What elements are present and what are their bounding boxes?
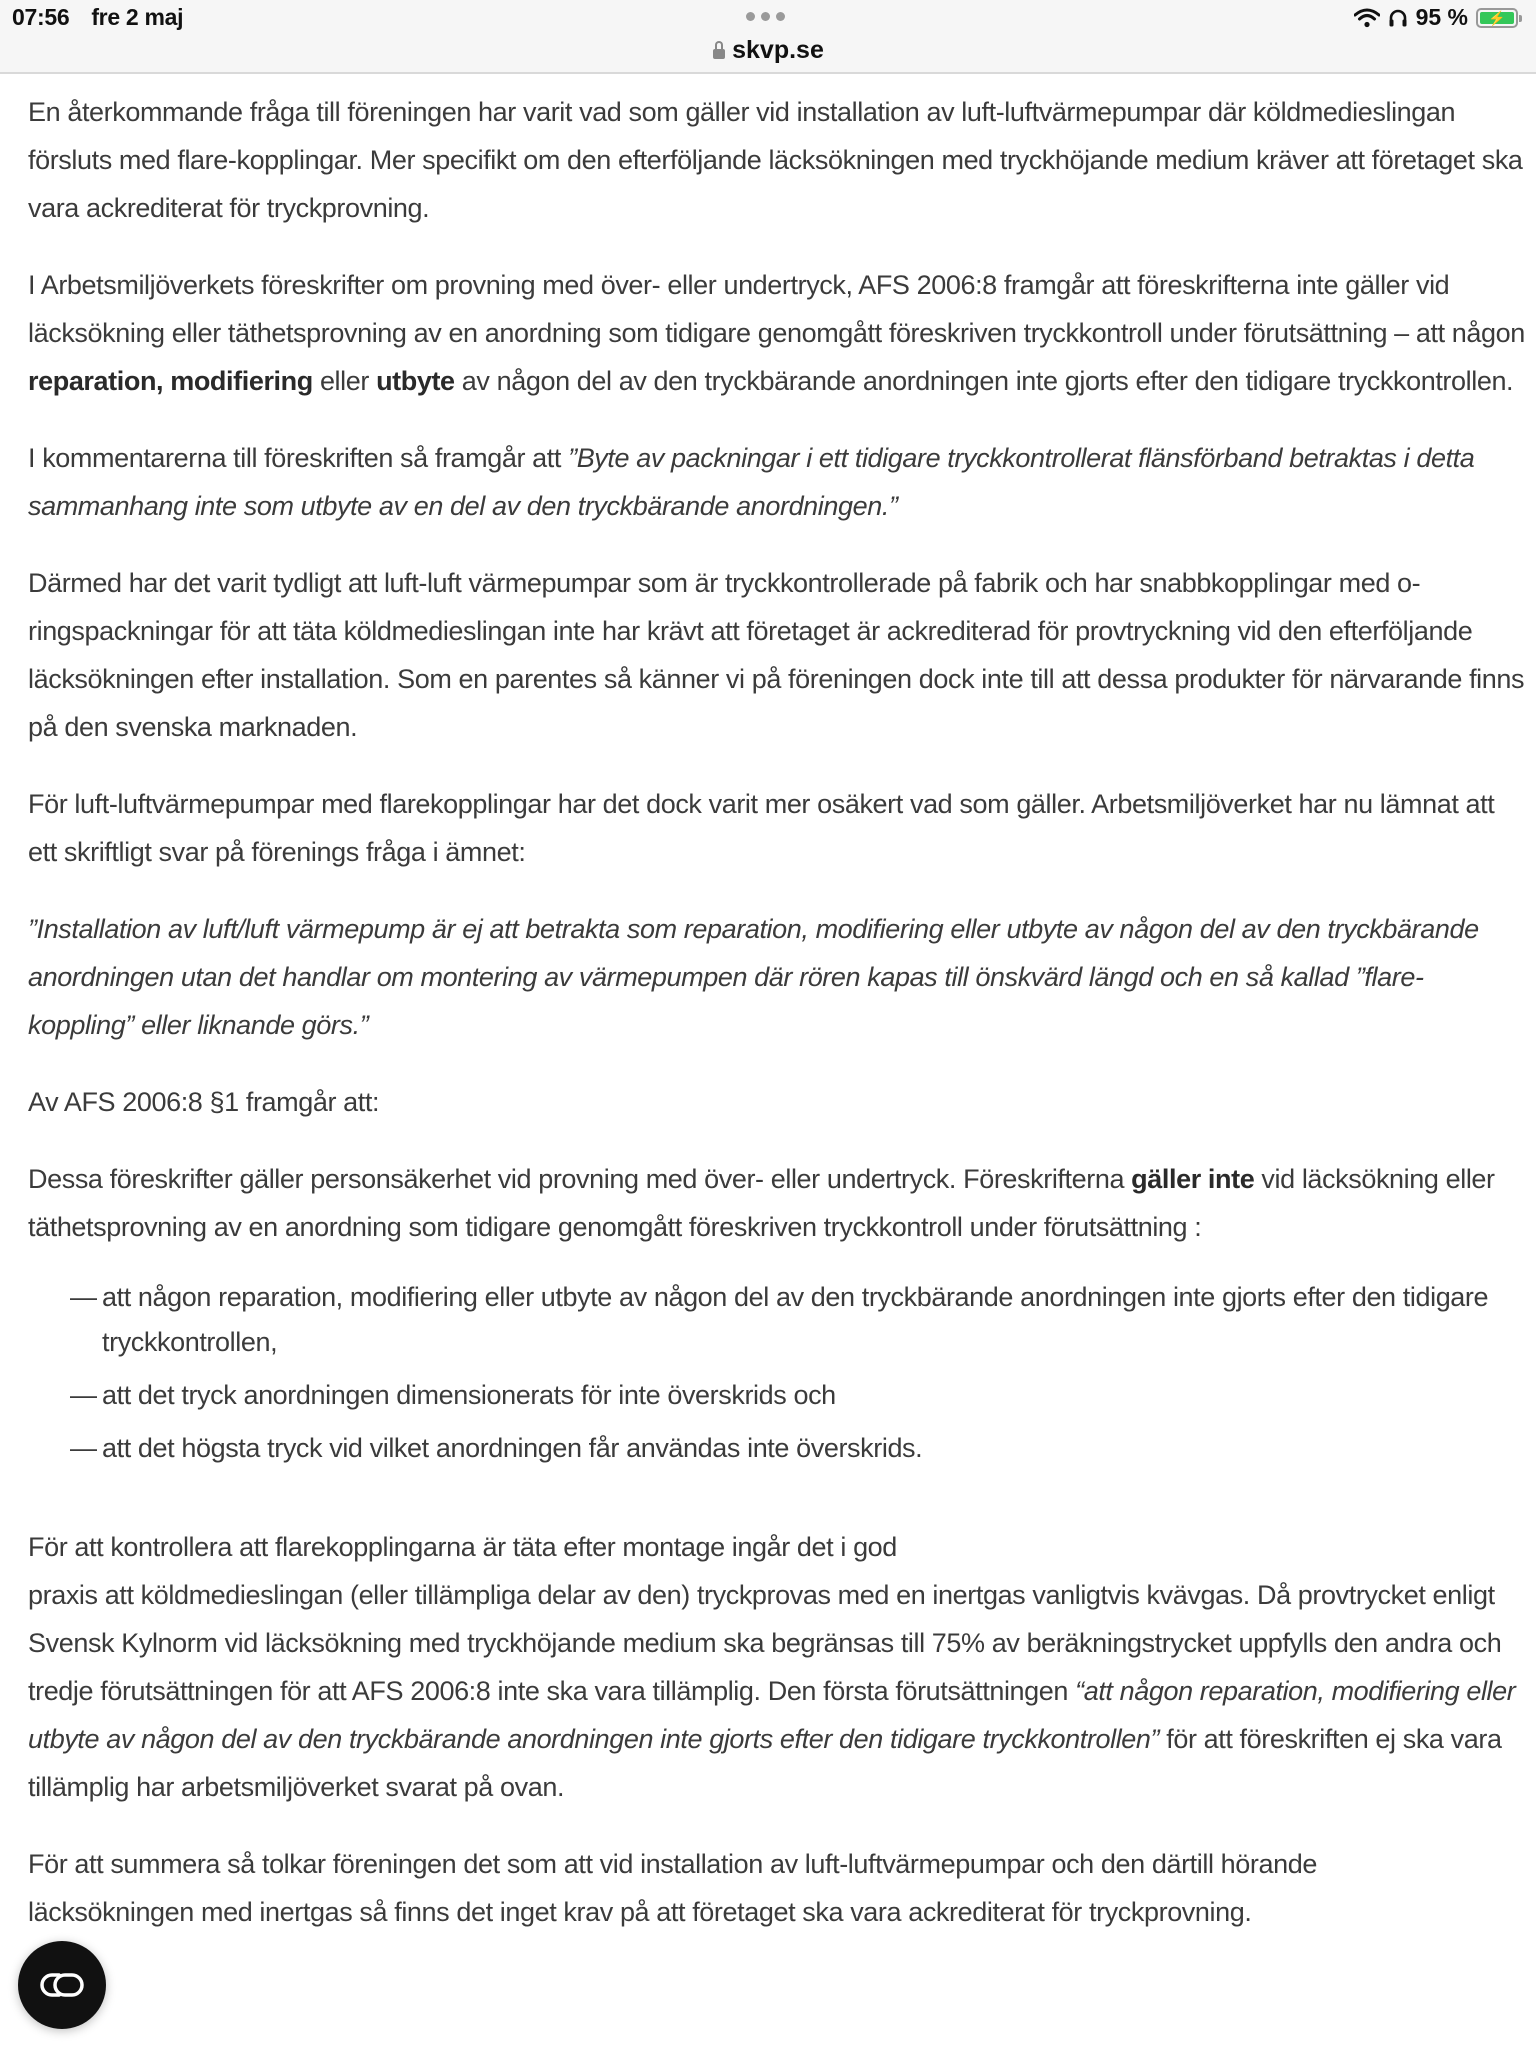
paragraph: För att kontrollera att flarekopplingarna är täta efter montage ingår det i god praxis att köldmedieslingan (eller tillämpliga delar av den) tryckprovas med en inertgas vanligtvis kvävgas. Då provtrycket enligt Svensk Kylnorm vid läcksökning med tryckhöjande medium ska begränsas till 75% av beräkningstrycket uppfylls den andra och tredje förutsättningen för att AFS 2006:8 inte ska vara tillämplig. Den första förutsättningen “att någon reparation, modifiering eller utbyte av någon del av den tryckbärande anordningen inte gjorts efter den tidigare tryckkontrollen” för att föreskriften ej ska vara tillämplig har arbetsmiljöverket svarat på ovan. bbox=[28, 1532, 1516, 1802]
paragraph: Av AFS 2006:8 §1 framgår att: bbox=[28, 1087, 380, 1117]
address-bar[interactable] bbox=[0, 36, 1536, 65]
paragraph: För luft-luftvärmepumpar med flarekopplingar har det dock varit mer osäkert vad som gäller. Arbetsmiljöverket har nu lämnat att ett skriftligt svar på förenings fråga i ämnet: bbox=[28, 789, 1495, 867]
article-body bbox=[28, 88, 1528, 1965]
status-time: 07:56 bbox=[12, 4, 70, 30]
battery-percentage: 95 % bbox=[1415, 4, 1468, 30]
status-bar-left bbox=[12, 4, 205, 31]
three-dots-icon[interactable] bbox=[746, 12, 785, 21]
lock-icon bbox=[712, 41, 726, 59]
battery-charging-icon: ⚡ bbox=[1476, 8, 1518, 28]
paragraph: För att summera så tolkar föreningen det som att vid installation av luft-luftvärmepumpar och den därtill hörande läcksökningen med inertgas så finns det inget krav på att företaget ska vara ackrediterat för tryckprovning. bbox=[28, 1849, 1317, 1927]
status-date: fre 2 maj bbox=[91, 4, 184, 30]
bold-text: utbyte bbox=[376, 366, 455, 396]
list-item: — att det tryck anordningen dimensionerats för inte överskrids och bbox=[72, 1373, 1528, 1418]
paragraph-quote bbox=[28, 905, 1528, 1049]
paragraph: En återkommande fråga till föreningen har varit vad som gäller vid installation av luft-luftvärmepumpar där köldmedieslingan försluts med flare-kopplingar. Mer specifikt om den efterföljande läcksökningen med tryckhöjande medium kräver att företaget ska vara ackrediterat för tryckprovning. bbox=[28, 97, 1523, 223]
browser-top-bar bbox=[0, 0, 1536, 74]
status-bar-right bbox=[1354, 4, 1518, 31]
headphones-icon bbox=[1388, 8, 1408, 28]
quote-text: ”Installation av luft/luft värmepump är ej att betrakta som reparation, modifiering eller utbyte av någon del av den tryckbärande anordningen utan det handlar om montering av värmepumpen där rören kapas till önskvärd längd och en så kallad ”flare-koppling” eller liknande görs.” bbox=[28, 914, 1479, 1040]
bold-text: reparation, modifiering bbox=[28, 366, 313, 396]
consent-settings-button[interactable] bbox=[18, 1941, 106, 2029]
paragraph: Därmed har det varit tydligt att luft-luft värmepumpar som är tryckkontrollerade på fabrik och har snabbkopplingar med o-ringspackningar för att täta köldmedieslingan inte har krävt att företaget är ackrediterad för provtryckning vid den efterföljande läcksökningen efter installation. Som en parentes så känner vi på föreningen dock inte till att dessa produkter för närvarande finns på den svenska marknaden. bbox=[28, 568, 1525, 742]
bold-text: gäller inte bbox=[1131, 1164, 1255, 1194]
consent-toggle-icon bbox=[39, 1972, 85, 1998]
paragraph: I kommentarerna till föreskriften så framgår att ”Byte av packningar i ett tidigare tryckkontrollerat flänsförband betraktas i detta sammanhang inte som utbyte av en del av den tryckbärande anordningen.” bbox=[28, 443, 1475, 521]
list-item: — att någon reparation, modifiering eller utbyte av någon del av den tryckbärande anordningen inte gjorts efter den tidigare tryckkontrollen, bbox=[72, 1275, 1528, 1365]
list-item: — att det högsta tryck vid vilket anordningen får användas inte överskrids. bbox=[72, 1426, 1528, 1471]
quote-text: ”Byte av packningar i ett tidigare tryckkontrollerat flänsförband betraktas i detta sammanhang inte som utbyte av en del av den tryckbärande anordningen.” bbox=[28, 443, 1475, 521]
url-text: skvp.se bbox=[732, 36, 824, 64]
quote-text: “att någon reparation, modifiering eller utbyte av någon del av den tryckbärande anordningen inte gjorts efter den tidigare tryckkontrollen” bbox=[28, 1676, 1516, 1754]
paragraph: Dessa föreskrifter gäller personsäkerhet vid provning med över- eller undertryck. Föreskrifterna gäller inte vid läcksökning eller täthetsprovning av en anordning som tidigare genomgått föreskriven tryckkontroll under förutsättning : bbox=[28, 1164, 1495, 1242]
conditions-list bbox=[72, 1269, 1528, 1471]
wifi-icon bbox=[1354, 8, 1380, 28]
paragraph: I Arbetsmiljöverkets föreskrifter om provning med över- eller undertryck, AFS 2006:8 framgår att föreskrifterna inte gäller vid läcksökning eller täthetsprovning av en anordning som tidigare genomgått föreskriven tryckkontroll under förutsättning – att någon reparation, modifiering eller utbyte av någon del av den tryckbärande anordningen inte gjorts efter den tidigare tryckkontrollen. bbox=[28, 270, 1525, 396]
